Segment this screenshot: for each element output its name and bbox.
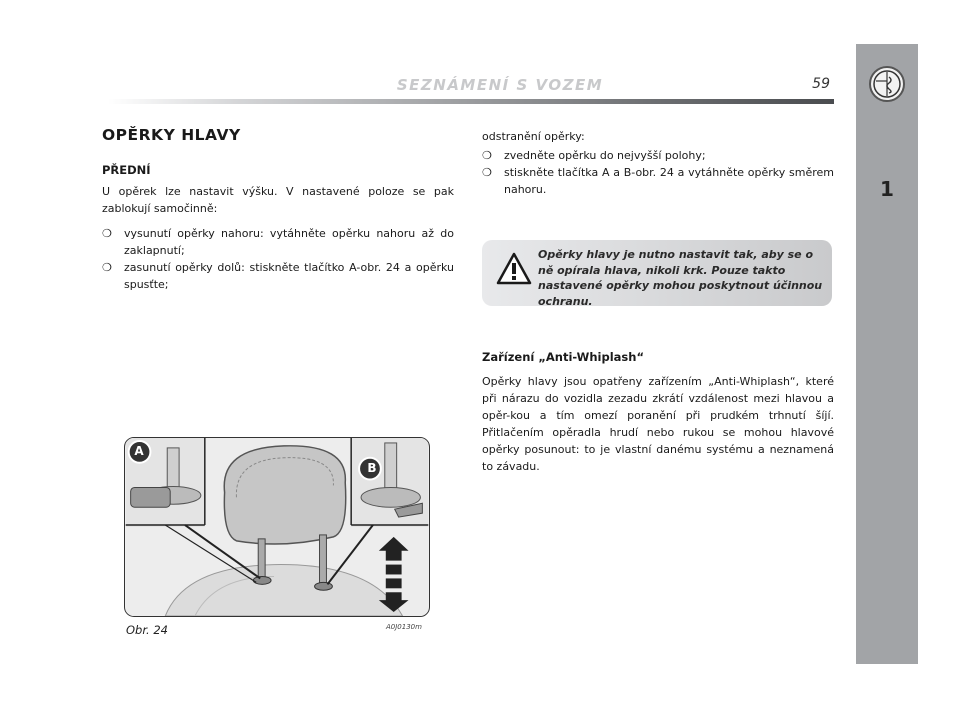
list-item-text: vysunutí opěrky nahoru: vytáhněte opěrku nahoru až do zaklapnutí; <box>124 227 454 257</box>
anti-whiplash-title: Zařízení „Anti-Whiplash“ <box>482 350 645 364</box>
warning-triangle-icon <box>496 252 532 286</box>
removal-list <box>482 147 834 198</box>
warning-text: Opěrky hlavy je nutno nastavit tak, aby se o ně opírala hlava, nikoli krk. Pouze takto nastavené opěrky mohou poskytnout účinnou ochranu. <box>538 248 823 308</box>
figure-caption: Obr. 24 <box>126 623 168 637</box>
warning-box <box>482 240 832 306</box>
bullet-circle-icon: ❍ <box>482 166 492 179</box>
chapter-number: 1 <box>880 177 894 201</box>
sub-title-front: PŘEDNÍ <box>102 163 151 177</box>
bullet-circle-icon: ❍ <box>102 261 112 274</box>
list-item <box>102 225 454 259</box>
page-number: 59 <box>812 76 830 92</box>
adjustment-list <box>102 225 454 293</box>
intro-paragraph: U opěrek lze nastavit výšku. V nastavené poloze se pak zablokují samočinně: <box>102 185 454 215</box>
bullet-circle-icon: ❍ <box>102 227 112 240</box>
alfa-romeo-logo-icon <box>869 66 905 102</box>
list-item <box>482 147 834 164</box>
chapter-side-tab <box>856 44 918 664</box>
removal-intro: odstranění opěrky: <box>482 130 585 143</box>
figure-label-b: B <box>367 461 377 475</box>
list-item-text: zasunutí opěrky dolů: stiskněte tlačítko A-obr. 24 a opěrku spusťte; <box>124 261 454 291</box>
headrest-illustration <box>125 438 429 616</box>
anti-whiplash-paragraph: Opěrky hlavy jsou opatřeny zařízením „Anti-Whiplash“, které při nárazu do vozidla zezadu zkrátí vzdálenost mezi hlavou a opěr-kou a tím omezí poranění při prudkém trhnutí šíjí. Přitlačením opěradla hrudí nebo rukou se mohou hlavové opěrky posunout: to je vlastní danému systému a neznamená to závadu. <box>482 375 834 473</box>
list-item-text: stiskněte tlačítka A a B-obr. 24 a vytáhněte opěrky směrem nahoru. <box>504 166 834 196</box>
figure-code: A0J0130m <box>386 623 422 631</box>
figure-label-a: A <box>134 444 144 458</box>
running-header-title: SEZNÁMENÍ S VOZEM <box>396 76 604 94</box>
bullet-circle-icon: ❍ <box>482 149 492 162</box>
header-divider <box>108 99 834 104</box>
section-title: OPĚRKY HLAVY <box>102 126 241 144</box>
list-item-text: zvedněte opěrku do nejvyšší polohy; <box>504 149 706 162</box>
list-item <box>102 259 454 293</box>
list-item <box>482 164 834 198</box>
headrest-figure <box>124 437 430 617</box>
